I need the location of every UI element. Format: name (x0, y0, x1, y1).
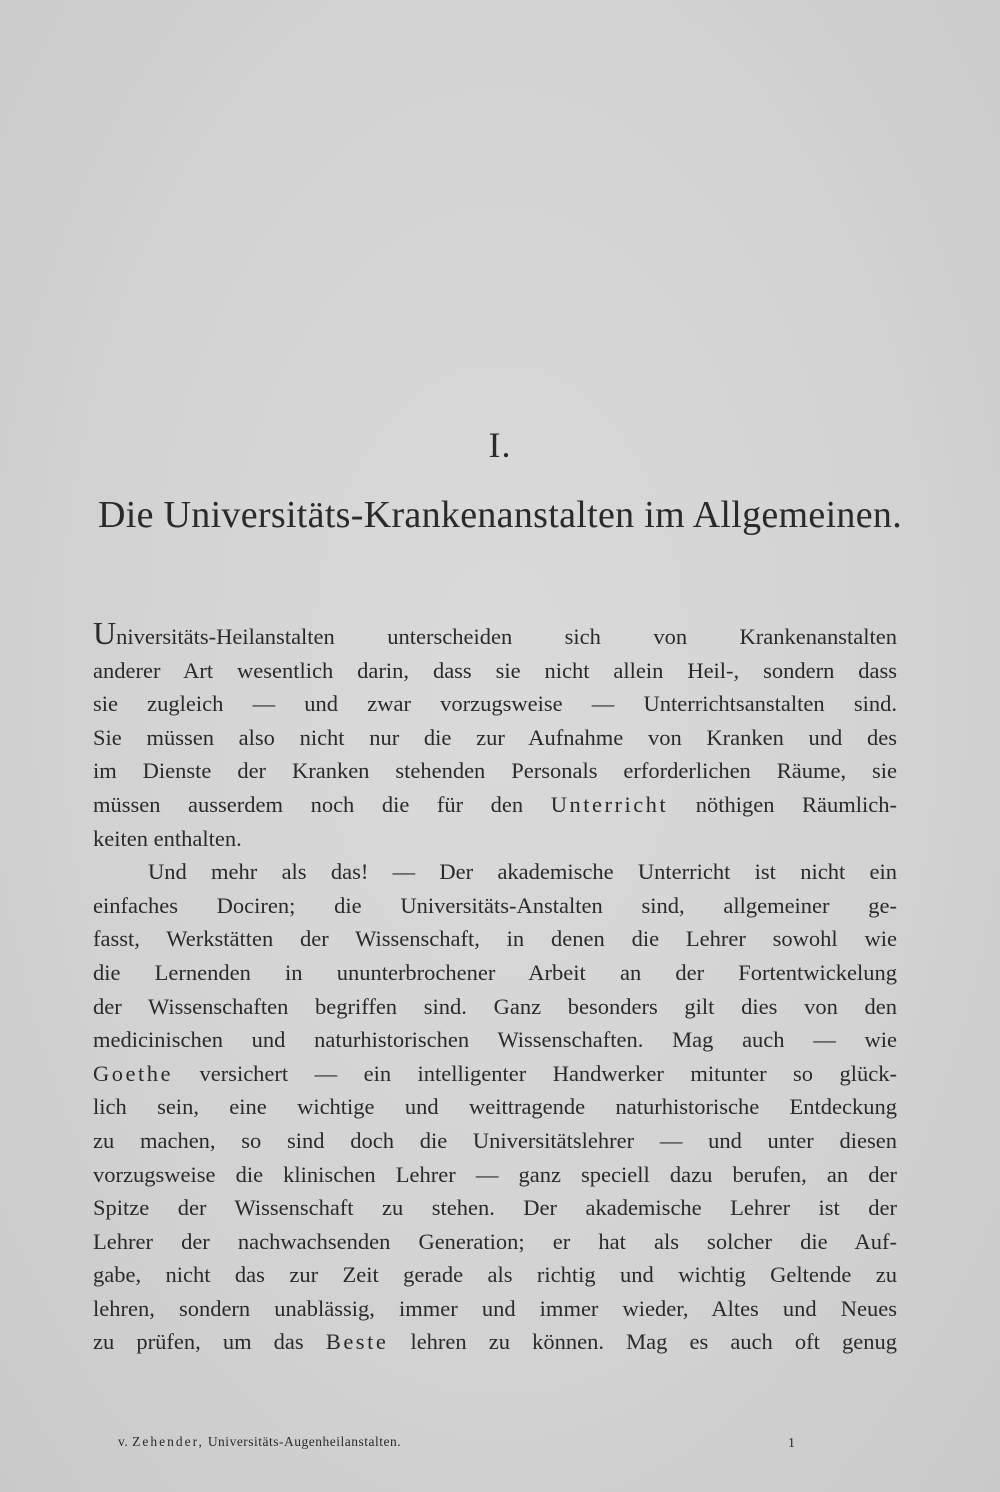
text-line: Und mehr als das! — Der akademische Unterricht ist nicht ein (148, 859, 897, 885)
footer-title: Universitäts-Augenheilanstalten. (207, 1434, 402, 1449)
text-segment: nöthigen Räumlich- (695, 791, 898, 817)
text-line: lehren, sondern unablässig, immer und immer wieder, Altes und Neues (93, 1295, 897, 1321)
text-line: Spitze der Wissenschaft zu stehen. Der akademische Lehrer ist der (93, 1195, 897, 1221)
footer-signature (118, 1434, 798, 1450)
text-segment: lehren zu können. Mag es auch oft genug (410, 1329, 898, 1355)
text-line: zu machen, so sind doch die Universitätslehrer — und unter diesen (93, 1127, 897, 1153)
body-text (93, 615, 898, 1359)
text-line: gabe, nicht das zur Zeit gerade als richtig und wichtig Geltende zu (93, 1262, 897, 1288)
text-segment: müssen ausserdem noch die für den (93, 791, 524, 817)
text-line (93, 615, 897, 654)
text-line (93, 1325, 897, 1359)
text-line: die Lernenden in ununterbrochener Arbeit an der Fortentwickelung (93, 959, 897, 985)
text-line: Sie müssen also nicht nur die zur Aufnahme von Kranken und des (93, 724, 897, 750)
page-number: 1 (788, 1436, 795, 1451)
emphasized-word: Goethe (93, 1060, 173, 1086)
text-line: vorzugsweise die klinischen Lehrer — ganz speciell dazu berufen, an der (93, 1161, 897, 1187)
footer-prefix: v. (118, 1434, 129, 1449)
text-segment: zu prüfen, um das (93, 1329, 304, 1355)
text-line: keiten enthalten. (93, 825, 242, 851)
text-line: fasst, Werkstätten der Wissenschaft, in denen die Lehrer sowohl wie (93, 926, 897, 952)
text-line-content: niversitäts-Heilanstalten unterscheiden sich von Krankenanstalten (116, 624, 897, 649)
footer-author: Zehender, (132, 1434, 204, 1449)
text-line: anderer Art wesentlich darin, dass sie nicht allein Heil-, sondern dass (93, 657, 897, 683)
text-line: medicinischen und naturhistorischen Wissenschaften. Mag auch — wie (93, 1027, 897, 1053)
chapter-title: Die Universitäts-Krankenanstalten im Allgemeinen. (97, 494, 903, 536)
emphasized-word: Unterricht (550, 791, 669, 817)
text-line: der Wissenschaften begriffen sind. Ganz besonders gilt dies von den (93, 993, 897, 1019)
initial-letter: U (93, 615, 117, 651)
text-line: einfaches Dociren; die Universitäts-Anstalten sind, allgemeiner ge- (93, 892, 897, 918)
text-line: Lehrer der nachwachsenden Generation; er hat als solcher die Auf- (93, 1228, 897, 1254)
text-segment: versichert — ein intelligenter Handwerker mitunter so glück- (199, 1060, 897, 1086)
chapter-number: I. (488, 425, 512, 465)
text-line (93, 1057, 897, 1091)
text-line: im Dienste der Kranken stehenden Personals erforderlichen Räume, sie (93, 758, 897, 784)
text-line: sie zugleich — und zwar vorzugsweise — Unterrichtsanstalten sind. (93, 691, 897, 717)
text-line (93, 788, 897, 822)
emphasized-word: Beste (325, 1329, 389, 1355)
text-line: lich sein, eine wichtige und weittragende naturhistorische Entdeckung (93, 1094, 897, 1120)
